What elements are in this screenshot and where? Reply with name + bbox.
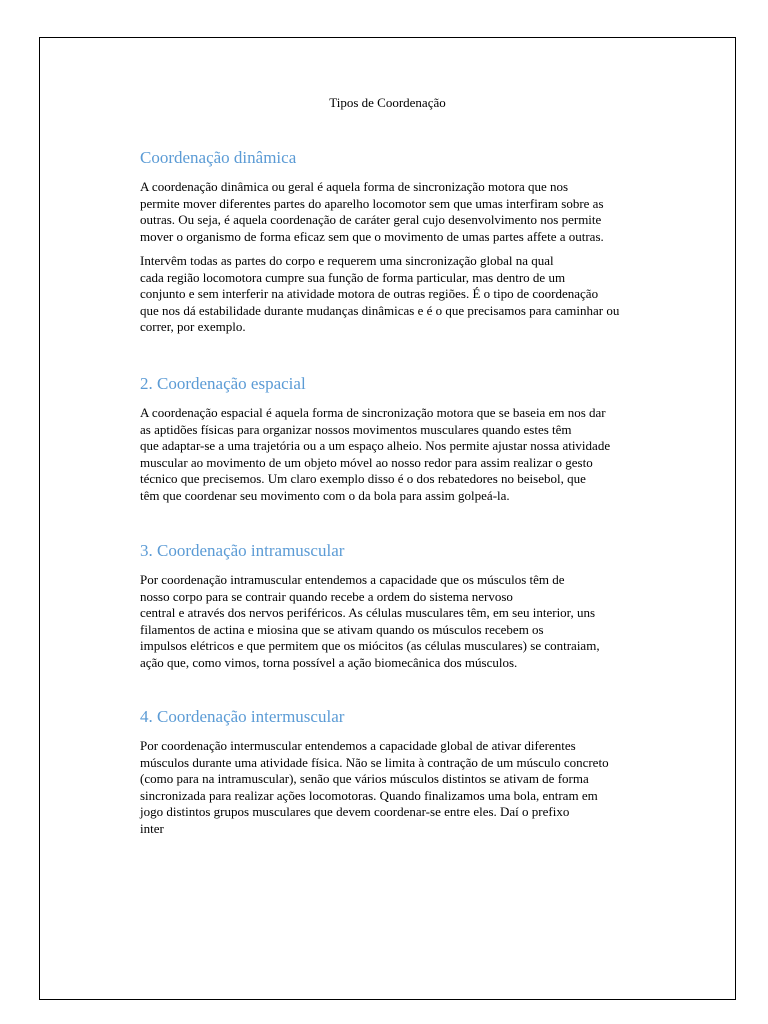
section-heading: 3. Coordenação intramuscular [140,541,345,560]
text-line: inter [140,820,164,836]
text-line: nosso corpo para se contrair quando recebe a ordem do sistema nervoso [140,588,513,604]
text-line: técnico que precisemos. Um claro exemplo disso é o dos rebatedores no beisebol, que [140,471,586,486]
text-line: cada região locomotora cumpre sua função de forma particular, mas dentro de um [140,269,566,285]
text-line: têm que coordenar seu movimento com o da bola para assim golpeá-la. [140,487,510,503]
section-intramuscular-coordination [140,540,670,679]
text-line: outras. Ou seja, é aquela coordenação de caráter geral cujo desenvolvimento nos permite [140,212,602,227]
section-heading: Coordenação dinâmica [140,148,297,167]
text-line: ação que, como vimos, torna possível a ação biomecânica dos músculos. [140,654,518,670]
paragraph [140,738,670,837]
text-line: conjunto e sem interferir na atividade motora de outras regiões. É o tipo de coordenação [140,286,599,301]
document-title: Tipos de Coordenação [329,95,446,110]
text-line: músculos durante uma atividade física. Não se limita à contração de um músculo concreto [140,754,609,770]
paragraph [140,179,670,245]
text-line: que adaptar-se a uma trajetória ou a um espaço alheio. Nos permite ajustar nossa atividade [140,438,611,453]
text-line: muscular ao movimento de um objeto móvel ao nosso redor para assim realizar o gesto [140,454,593,470]
document-page [39,37,736,1000]
text-line: as aptidões físicas para organizar nossos movimentos musculares quando estes têm [140,421,572,437]
text-line: sincronizada para realizar ações locomotoras. Quando finalizamos uma bola, entram em [140,787,598,803]
paragraph [140,405,670,504]
section-dynamic-coordination [140,147,670,344]
text-line: Por coordenação intramuscular entendemos a capacidade que os músculos têm de [140,572,565,587]
section-heading: 4. Coordenação intermuscular [140,707,345,726]
text-line: (como para na intramuscular), senão que vários músculos distintos se ativam de forma [140,771,589,786]
text-line: A coordenação espacial é aquela forma de sincronização motora que se baseia em nos dar [140,405,606,420]
section-spatial-coordination [140,373,670,512]
section-intermuscular-coordination [140,706,670,845]
paragraph [140,572,670,671]
text-line: que nos dá estabilidade durante mudanças dinâmicas e é o que precisamos para caminhar ou [140,302,620,318]
paragraph [140,253,670,336]
text-line: filamentos de actina e miosina que se ativam quando os músculos recebem os [140,621,544,637]
text-line: permite mover diferentes partes do aparelho locomotor sem que umas interfiram sobre as [140,195,604,211]
section-heading: 2. Coordenação espacial [140,374,306,393]
text-line: mover o organismo de forma eficaz sem que o movimento de umas partes affete a outras. [140,228,604,244]
text-line: central e através dos nervos periféricos. As células musculares têm, em seu interior, uns [140,605,596,620]
text-line: impulsos elétricos e que permitem que os miócitos (as células musculares) se contraiam, [140,638,600,653]
text-line: Por coordenação intermuscular entendemos a capacidade global de ativar diferentes [140,738,576,753]
text-line: A coordenação dinâmica ou geral é aquela forma de sincronização motora que nos [140,179,569,194]
text-line: jogo distintos grupos musculares que devem coordenar-se entre eles. Daí o prefixo [140,804,570,819]
text-line: correr, por exemplo. [140,319,246,334]
text-line: Intervêm todas as partes do corpo e requerem uma sincronização global na qual [140,253,554,268]
